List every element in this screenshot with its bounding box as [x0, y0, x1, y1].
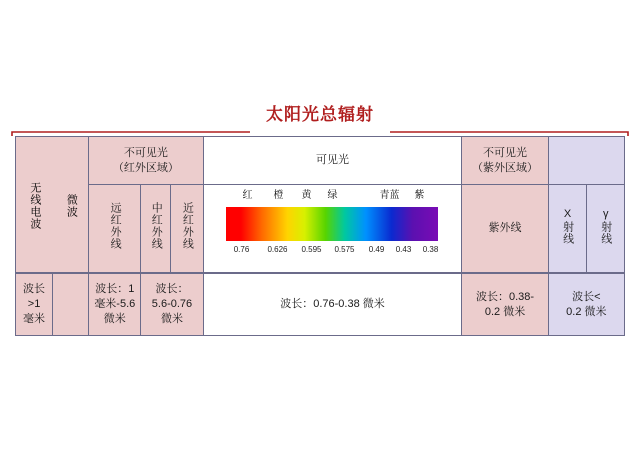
- spectrum-color-label-yellow: 黄: [301, 189, 312, 201]
- spectrum-tick-2: 0.595: [301, 244, 322, 254]
- wavelength-uv: [462, 274, 548, 336]
- header-uv-line2: （紫外区域）: [472, 161, 539, 174]
- spectrum-color-label-red: 红: [242, 189, 253, 201]
- band-label-mid-ir: 中红外线: [150, 202, 163, 251]
- band-mid-infrared: [141, 185, 171, 273]
- wavelength-mid-near-ir-line1: 波长：: [155, 283, 189, 296]
- band-ultraviolet: 紫外线: [462, 185, 548, 273]
- table-row-headers: [16, 137, 625, 185]
- wavelength-xray-gamma: [548, 274, 624, 336]
- band-label-radio: 无线电波: [28, 181, 41, 230]
- wavelength-far-ir: [89, 274, 141, 336]
- band-label-near-ir: 近红外线: [181, 202, 194, 251]
- band-far-infrared: [89, 185, 141, 273]
- wavelength-far-ir-line1: 波长：1: [95, 283, 135, 296]
- header-ir-line1: 不可见光: [123, 146, 168, 159]
- header-blank-right: [548, 137, 624, 185]
- wavelength-uv-line1: 波长：0.38-: [476, 290, 535, 303]
- header-ir-line2: （红外区域）: [112, 161, 179, 174]
- spectrum-color-label-violet: 紫: [414, 189, 425, 201]
- wavelength-radio-line1: 波长>1: [23, 283, 46, 311]
- header-invisible-infrared: [89, 137, 203, 185]
- wavelength-far-ir-line3: 微米: [103, 312, 126, 325]
- header-invisible-ultraviolet: [462, 137, 548, 185]
- spectrum-tick-4: 0.49: [368, 244, 385, 254]
- spectrum-tick-0: 0.76: [233, 244, 250, 254]
- wavelength-microwave: [53, 274, 89, 336]
- spectrum-table: [15, 136, 625, 336]
- wavelength-mid-near-ir-line3: 微米: [160, 312, 183, 325]
- page-title: 太阳光总辐射: [266, 105, 374, 124]
- wavelength-xray-line2: 0.2 微米: [566, 305, 607, 318]
- wavelength-mid-near-ir: [141, 274, 203, 336]
- band-label-gamma: γ射线: [599, 207, 612, 245]
- header-uv-line1: 不可见光: [483, 146, 528, 159]
- wavelength-mid-near-ir-line2: 5.6-0.76: [151, 298, 193, 311]
- wavelength-far-ir-line2: 毫米-5.6: [94, 298, 136, 311]
- band-near-infrared: [171, 185, 203, 273]
- spectrum-tick-1: 0.626: [267, 244, 288, 254]
- table-row-bands: [16, 185, 625, 273]
- wavelength-radio: [16, 274, 53, 336]
- header-blank-left: [16, 137, 89, 273]
- band-label-microwave: 微波: [65, 193, 78, 218]
- wavelength-visible: 波长：0.76-0.38 微米: [203, 274, 462, 336]
- wavelength-xray-line1: 波长<: [572, 290, 601, 303]
- visible-spectrum-cell: [203, 185, 462, 273]
- spectrum-tick-5: 0.43: [395, 244, 412, 254]
- table-row-wavelengths: [16, 274, 625, 336]
- spectrum-tick-6: 0.38: [422, 244, 439, 254]
- spectrum-color-label-green: 绿: [327, 189, 338, 201]
- spectrum-color-label-cyanblue: 青蓝: [379, 189, 400, 201]
- spectrum-tick-3: 0.575: [334, 244, 355, 254]
- spectrum-color-label-orange: 橙: [273, 189, 284, 201]
- spectrum-color-labels: [214, 189, 450, 203]
- wavelength-radio-line2: 毫米: [23, 312, 46, 325]
- band-label-xray: X射线: [561, 207, 574, 245]
- band-label-far-ir: 远红外线: [109, 202, 122, 251]
- wavelength-uv-line2: 0.2 微米: [484, 305, 526, 318]
- spectrum-gradient-bar: [226, 207, 438, 241]
- spectrum-tick-labels: [214, 245, 450, 259]
- spectrum-graphic: [214, 189, 450, 269]
- band-gamma: [586, 185, 624, 273]
- band-xray: [548, 185, 586, 273]
- header-visible-light: 可见光: [203, 137, 462, 185]
